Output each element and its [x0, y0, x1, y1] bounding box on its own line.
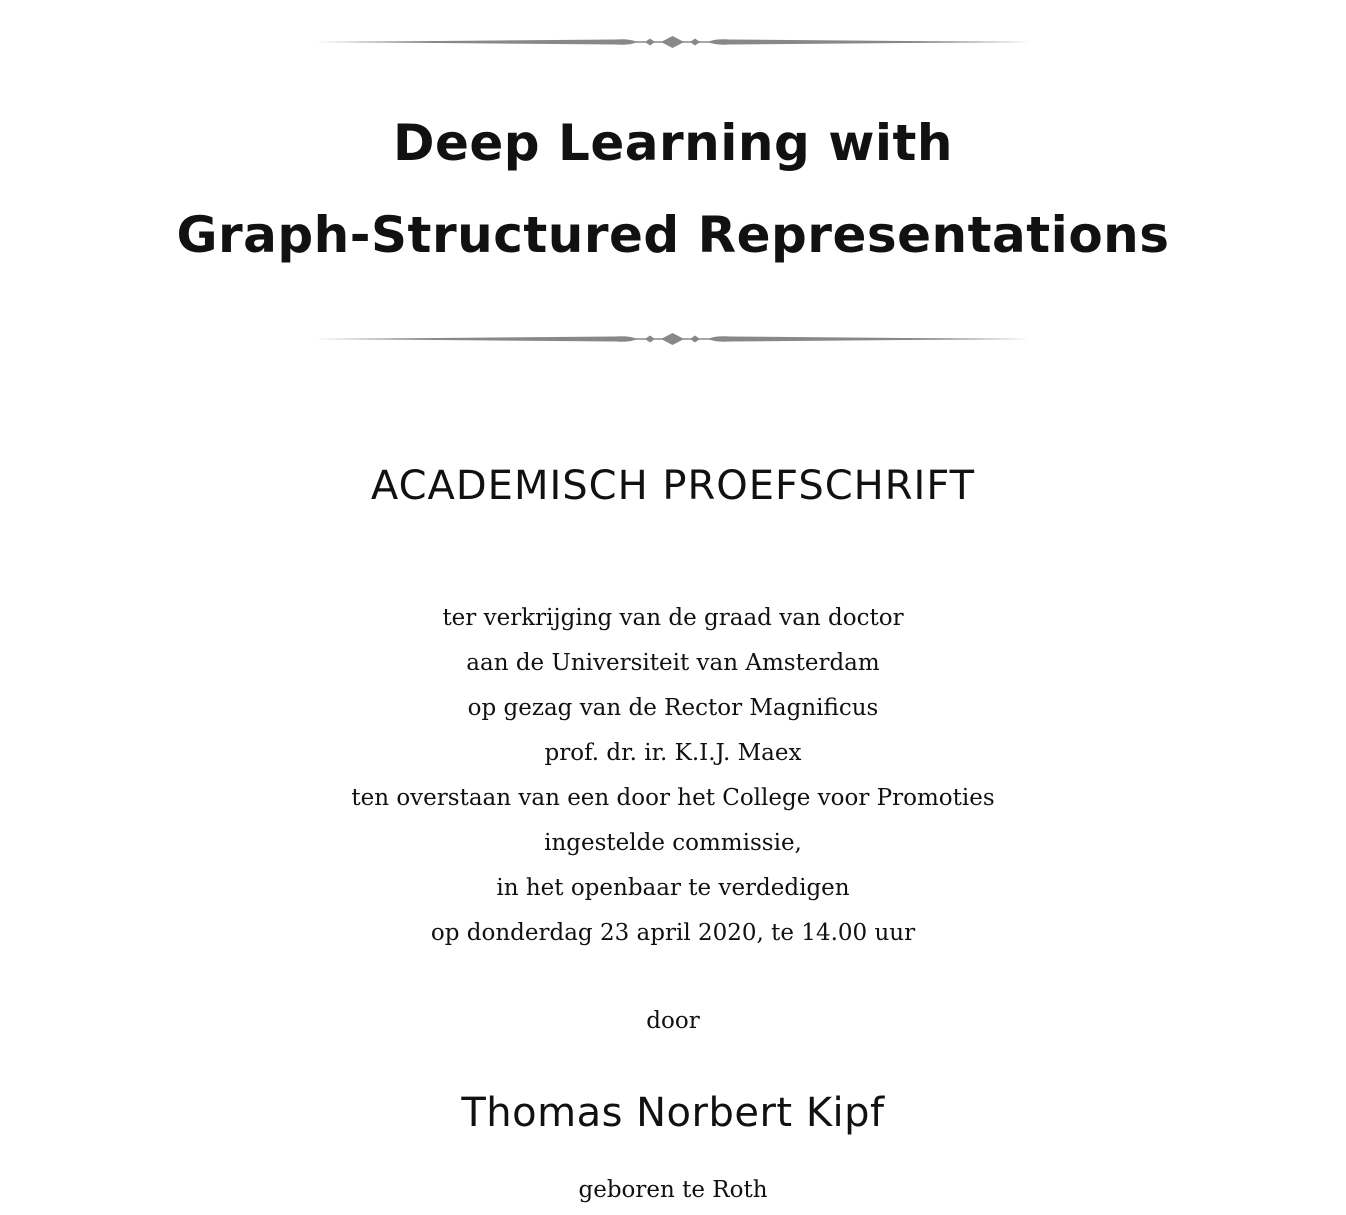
- conferral-line: ten overstaan van een door het College voor Promoties: [351, 785, 995, 811]
- conferral-line: op gezag van de Rector Magnificus: [467, 695, 879, 721]
- top-ornament-divider: [315, 35, 1030, 49]
- conferral-line: in het openbaar te verdedigen: [496, 875, 850, 901]
- conferral-line: aan de Universiteit van Amsterdam: [466, 650, 880, 676]
- conferral-line: ter verkrijging van de graad van doctor: [442, 605, 904, 631]
- bottom-ornament-divider: [315, 332, 1030, 346]
- conferral-line: prof. dr. ir. K.I.J. Maex: [544, 740, 802, 766]
- conferral-line: ingestelde commissie,: [544, 830, 802, 856]
- defense-date-line: op donderdag 23 april 2020, te 14.00 uur: [430, 920, 916, 946]
- thesis-title-line-1: Deep Learning with: [392, 114, 954, 172]
- thesis-title-line-2: Graph-Structured Representations: [176, 206, 1170, 264]
- conferral-statement: [0, 598, 1346, 958]
- author-name: Thomas Norbert Kipf: [461, 1090, 885, 1136]
- ornament-divider-graphic: [315, 35, 1030, 49]
- thesis-type-heading: ACADEMISCH PROEFSCHRIFT: [370, 463, 976, 509]
- ornament-divider-graphic: [315, 332, 1030, 346]
- birthplace-line: geboren te Roth: [578, 1177, 768, 1203]
- by-label: door: [646, 1008, 700, 1034]
